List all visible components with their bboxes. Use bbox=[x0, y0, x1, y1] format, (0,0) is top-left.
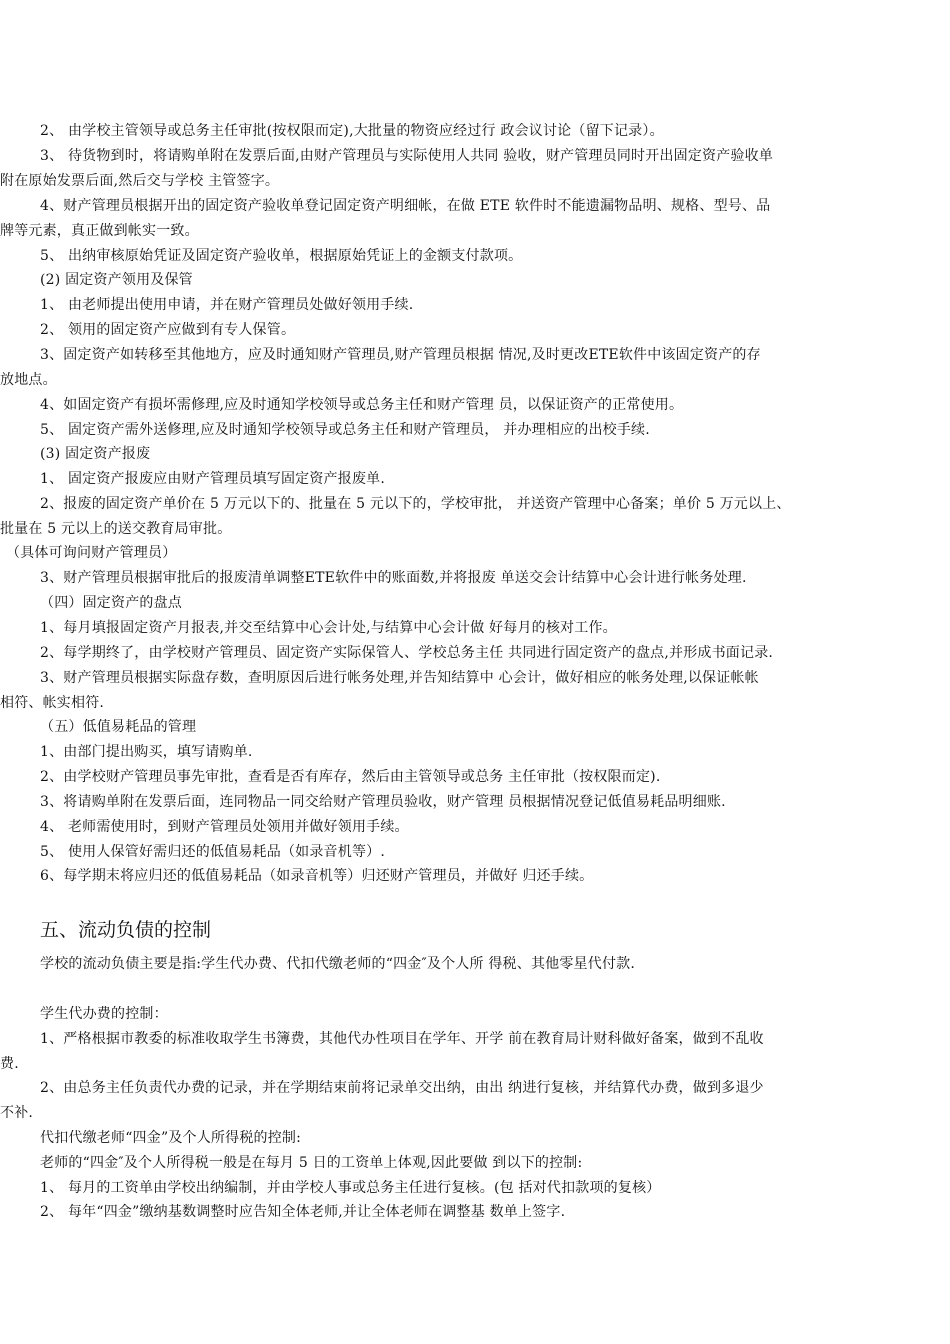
text-line: 3、财产管理员根据审批后的报废清单调整ETE软件中的账面数,并将报废 单送交会计结算中心会计进行帐务处理. bbox=[40, 570, 747, 586]
subsection-title: （五）低值易耗品的管理 bbox=[40, 719, 197, 735]
subsection-title: (3) 固定资产报废 bbox=[40, 446, 151, 462]
text-line: 2、 由学校主管领导或总务主任审批(按权限而定),大批量的物资应经过行 政会议讨论（留下记录）。 bbox=[40, 123, 664, 139]
text-line: 1、由部门提出购买，填写请购单. bbox=[40, 744, 253, 760]
text-line: 牌等元素，真正做到帐实一致。 bbox=[0, 223, 199, 239]
text-line: 附在原始发票后面,然后交与学校 主管签字。 bbox=[0, 173, 280, 189]
text-line: 批量在 5 元以上的送交教育局审批。 bbox=[0, 521, 232, 537]
subsection-title: 代扣代缴老师“四金”及个人所得税的控制: bbox=[40, 1130, 302, 1146]
text-line: 2、报废的固定资产单价在 5 万元以下的、批量在 5 元以下的，学校审批， 并送资产管理中心备案；单价 5 万元以上、 bbox=[40, 496, 791, 512]
text-line: 4、如固定资产有损坏需修理,应及时通知学校领导或总务主任和财产管理 员，以保证资产的正常使用。 bbox=[40, 397, 684, 413]
text-line: 费. bbox=[0, 1056, 19, 1072]
text-line: 3、财产管理员根据实际盘存数，查明原因后进行帐务处理,并告知结算中 心会计，做好相应的帐务处理,以保证帐帐 bbox=[40, 670, 759, 686]
subsection-title: （四）固定资产的盘点 bbox=[40, 595, 182, 611]
text-line: 5、 固定资产需外送修理,应及时通知学校领导或总务主任和财产管理员， 并办理相应的出校手续. bbox=[40, 422, 650, 438]
text-line: 2、由总务主任负责代办费的记录，并在学期结束前将记录单交出纳，由出 纳进行复核，并结算代办费，做到多退少 bbox=[40, 1080, 764, 1096]
text-line: 2、 每年“四金”缴纳基数调整时应告知全体老师,并让全体老师在调整基 数单上签字. bbox=[40, 1204, 566, 1220]
text-line: 老师的“四金″及个人所得税一般是在每月 5 日的工资单上体观,因此要做 到以下的控制: bbox=[40, 1155, 583, 1171]
text-line: 相符、帐实相符. bbox=[0, 695, 105, 711]
section-heading: 五、流动负债的控制 bbox=[40, 919, 212, 941]
text-line: 6、每学期末将应归还的低值易耗品（如录音机等）归还财产管理员，并做好 归还手续。 bbox=[40, 868, 594, 884]
text-line: 1、每月填报固定资产月报表,并交至结算中心会计处,与结算中心会计做 好每月的核对工作。 bbox=[40, 620, 617, 636]
text-line: 4、财产管理员根据开出的固定资产验收单登记固定资产明细帐，在做 ETE 软件时不能遗漏物品明、规格、型号、品 bbox=[40, 198, 771, 214]
text-line: 1、 固定资产报废应由财产管理员填写固定资产报废单. bbox=[40, 471, 386, 487]
text-line: 5、 使用人保管好需归还的低值易耗品（如录音机等）. bbox=[40, 844, 386, 860]
text-line: 学校的流动负债主要是指:学生代办费、代扣代缴老师的“四金″及个人所 得税、其他零星代付款. bbox=[40, 956, 636, 972]
text-line: 2、 领用的固定资产应做到有专人保管。 bbox=[40, 322, 296, 338]
text-line: 1、严格根据市教委的标准收取学生书簿费，其他代办性项目在学年、开学 前在教育局计财科做好备案，做到不乱收 bbox=[40, 1031, 764, 1047]
text-line: 3、固定资产如转移至其他地方，应及时通知财产管理员,财产管理员根据 情况,及时更改ETE软件中该固定资产的存 bbox=[40, 347, 761, 363]
text-line: 1、 由老师提出使用申请，并在财产管理员处做好领用手续. bbox=[40, 297, 414, 313]
text-line: 放地点。 bbox=[0, 372, 57, 388]
text-line: （具体可询问财产管理员） bbox=[6, 545, 177, 561]
text-line: 1、 每月的工资单由学校出纳编制，并由学校人事或总务主任进行复核。(包 括对代扣款项的复核） bbox=[40, 1180, 661, 1196]
subsection-title: (2) 固定资产领用及保管 bbox=[40, 272, 193, 288]
text-line: 3、将请购单附在发票后面，连同物品一同交给财产管理员验收，财产管理 员根据情况登记低值易耗品明细账. bbox=[40, 794, 726, 810]
text-line: 不补. bbox=[0, 1105, 34, 1121]
text-line: 3、 待货物到时，将请购单附在发票后面,由财产管理员与实际使用人共同 验收，财产管理员同时开出固定资产验收单 bbox=[40, 148, 774, 164]
subsection-title: 学生代办费的控制： bbox=[40, 1006, 168, 1022]
text-line: 5、 出纳审核原始凭证及固定资产验收单，根据原始凭证上的金额支付款项。 bbox=[40, 248, 523, 264]
text-line: 2、由学校财产管理员事先审批，查看是否有库存，然后由主管领导或总务 主任审批（按权限而定). bbox=[40, 769, 661, 785]
text-line: 4、 老师需使用时，到财产管理员处领用并做好领用手续。 bbox=[40, 819, 409, 835]
text-line: 2、每学期终了，由学校财产管理员、固定资产实际保管人、学校总务主任 共同进行固定资产的盘点,并形成书面记录. bbox=[40, 645, 774, 661]
